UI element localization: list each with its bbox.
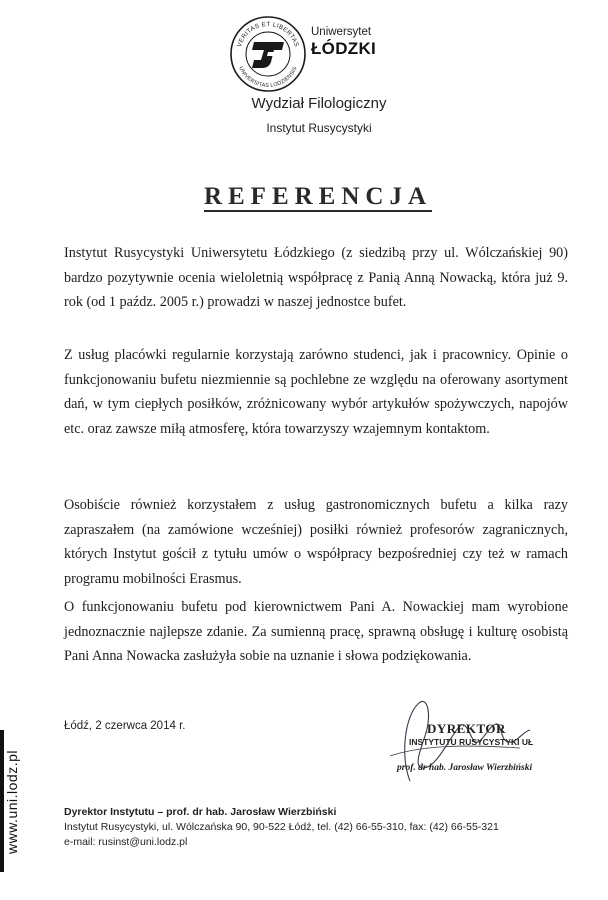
document-title-text: REFERENCJA	[203, 183, 433, 210]
footer-director: Dyrektor Instytutu – prof. dr hab. Jarosław Wierzbiński	[64, 806, 337, 818]
paragraph-2: Z usług placówki regularnie korzystają zarówno studenci, jak i pracownicy. Opinie o funkcjonowaniu bufetu niezmiennie są pochlebne ze względu na oferowany asortyment dań, w tym ciepłych posiłków, zróżnicowany wybór artykułów spożywczych, napojów etc. oraz zawsze miłą atmosferę, która towarzyszy wzajemnym kontaktom.	[64, 347, 568, 437]
seal-motto-top: VERITAS ET LIBERTAS	[235, 20, 301, 48]
stamp-title: DYREKTOR	[427, 721, 506, 736]
seal-motto-bottom: UNIVERSITAS LODZIENSIS	[237, 65, 299, 90]
side-website-url: www.uni.lodz.pl	[4, 750, 20, 854]
stamp-subtitle: INSTYTUTU RUSYCYSTYKI UŁ	[409, 737, 534, 747]
svg-text:UNIVERSITAS LODZIENSIS	[237, 66, 298, 89]
document-date: Łódź, 2 czerwca 2014 r.	[64, 720, 186, 732]
footer-address: Instytut Rusycystyki, ul. Wólczańska 90, 90-522 Łódź, tel. (42) 66-55-310, fax: (42) 66-55-321	[64, 821, 499, 833]
faculty-name: Wydział Filologiczny	[251, 95, 387, 112]
paragraph-4: O funkcjonowaniu bufetu pod kierownictwem Pani A. Nowackiej mam wyrobione jednoznacznie najlepsze zdanie. Za sumienną pracę, sprawną obsługę i kulturę osobistą Pani Anna Nowacka zasłużyła sobie na uznanie i słowa podziękowania.	[64, 599, 568, 665]
university-word: Uniwersytet	[311, 26, 372, 38]
university-name: ŁÓDZKI	[311, 39, 377, 58]
footer-email: e-mail: rusinst@uni.lodz.pl	[64, 836, 188, 848]
paragraph-1: Instytut Rusycystyki Uniwersytetu Łódzkiego (z siedzibą przy ul. Wólczańskiej 90) bardzo pozytywnie ocenia wieloletnią współpracę z Panią Anną Nowacką, która już 9. rok (od 1 paźdz. 2005 r.) prowadzi w naszej jednostce bufet.	[64, 245, 568, 311]
stamp-name: prof. dr hab. Jarosław Wierzbiński	[397, 763, 533, 773]
document-title	[0, 183, 608, 211]
paragraph-3: Osobiście również korzystałem z usług gastronomicznych bufetu a kilka razy zapraszałem (na zamówione wcześniej) posiłki również profesorów zagranicznych, których Instytut gościł z tytułu umów o współpracy bezpośredniej czy też w ramach programu mobilności Erasmus.	[64, 497, 568, 587]
university-seal-logo	[228, 14, 308, 94]
institute-name: Instytut Rusycystyki	[266, 121, 372, 135]
